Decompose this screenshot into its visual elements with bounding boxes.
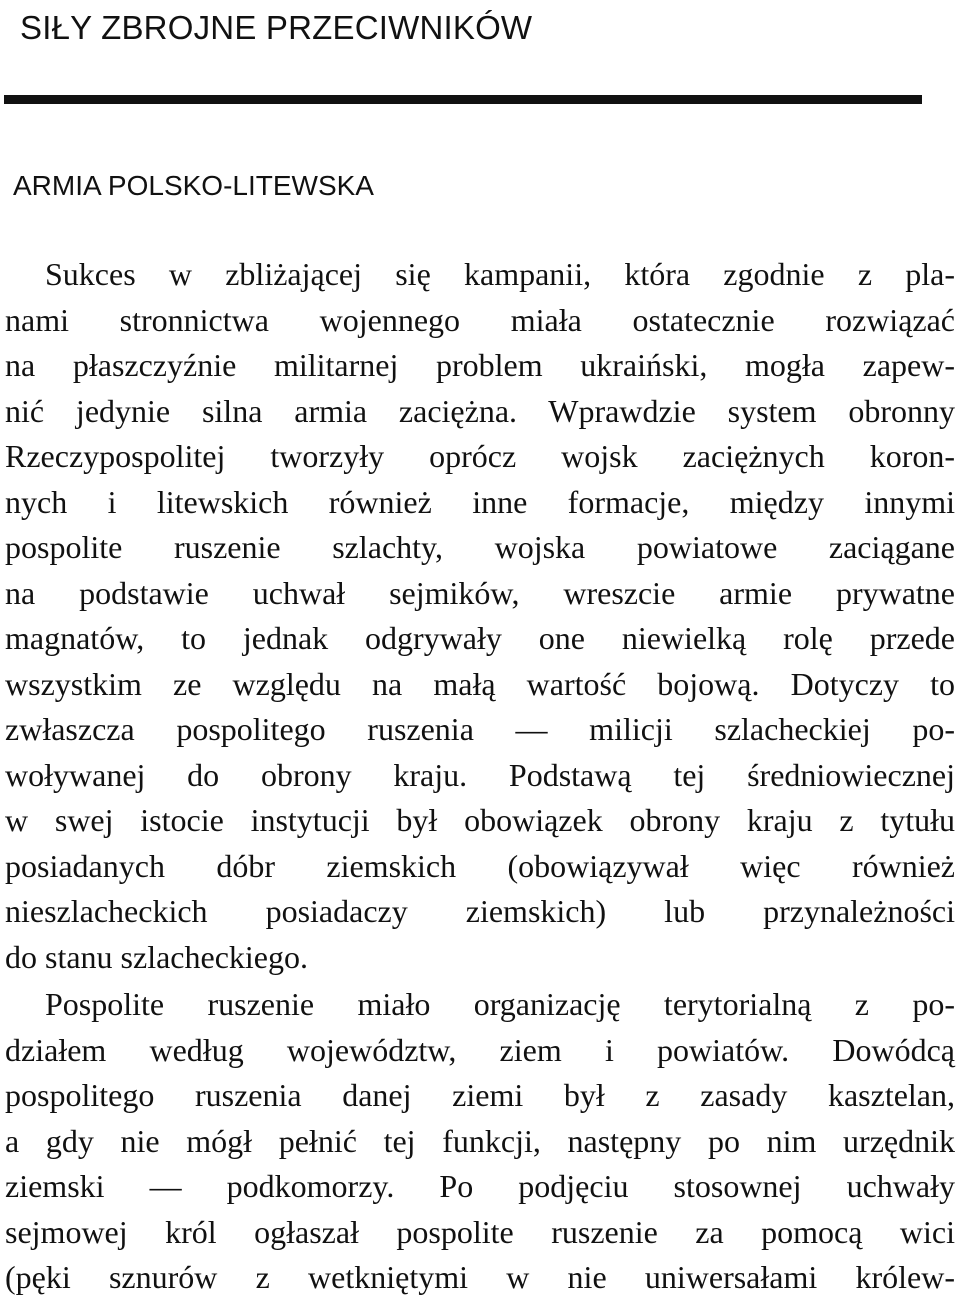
text-line: nami stronnictwa wojennego miała ostatecznie rozwiązać [5,301,955,338]
text-line: posiadanych dóbr ziemskich (obowiązywał więc również [5,847,955,884]
paragraph-2 [5,982,955,1301]
text-line: zwłaszcza pospolitego ruszenia — milicji szlacheckiej po- [5,711,955,747]
text-line: nych i litewskich również inne formacje, między innymi [5,483,955,520]
text-line: wszystkim ze względu na małą wartość bojową. Dotyczy to [5,665,955,702]
title-rule [4,95,922,104]
chapter-title: SIŁY ZBROJNE PRZECIWNIKÓW [20,9,533,46]
text-line: w swej istocie instytucji był obowiązek obrony kraju z tytułu [5,802,955,838]
text-line: ziemski — podkomorzy. Po podjęciu stosownej uchwały [5,1168,955,1204]
text-line: magnatów, to jednak odgrywały one niewielką rolę przede [5,620,955,656]
text-line: do stanu szlacheckiego. [5,938,308,975]
text-line: Rzeczypospolitej tworzyły oprócz wojsk zaciężnych koron- [5,438,955,474]
section-title: ARMIA POLSKO-LITEWSKA [13,170,374,201]
text-line: a gdy nie mógł pełnić tej funkcji, następny po nim urzędnik [5,1122,955,1159]
paragraph-1 [5,252,955,980]
text-line: pospolitego ruszenia danej ziemi był z zasady kasztelan, [5,1077,955,1113]
body-text [5,252,955,1301]
text-line: (pęki sznurów z wetkniętymi w nie uniwersałami królew- [5,1259,955,1295]
text-line: na podstawie uchwał sejmików, wreszcie armie prywatne [5,574,955,611]
text-line: Sukces w zbliżającej się kampanii, która zgodnie z pla- [45,256,955,292]
text-line: na płaszczyźnie militarnej problem ukraiński, mogła zapew- [5,347,955,383]
text-line: woływanej do obrony kraju. Podstawą tej średniowiecznej [5,756,955,793]
text-line: sejmowej król ogłaszał pospolite ruszenie za pomocą wici [5,1213,955,1250]
text-line: nieszlacheckich posiadaczy ziemskich) lub przynależności [5,893,955,929]
text-line: pospolite ruszenie szlachty, wojska powiatowe zaciągane [5,529,955,565]
text-line: działem według województw, ziem i powiatów. Dowódcą [5,1031,955,1068]
text-line: nić jedynie silna armia zaciężna. Wprawdzie system obronny [5,392,955,429]
text-line: Pospolite ruszenie miało organizację terytorialną z po- [45,986,955,1022]
